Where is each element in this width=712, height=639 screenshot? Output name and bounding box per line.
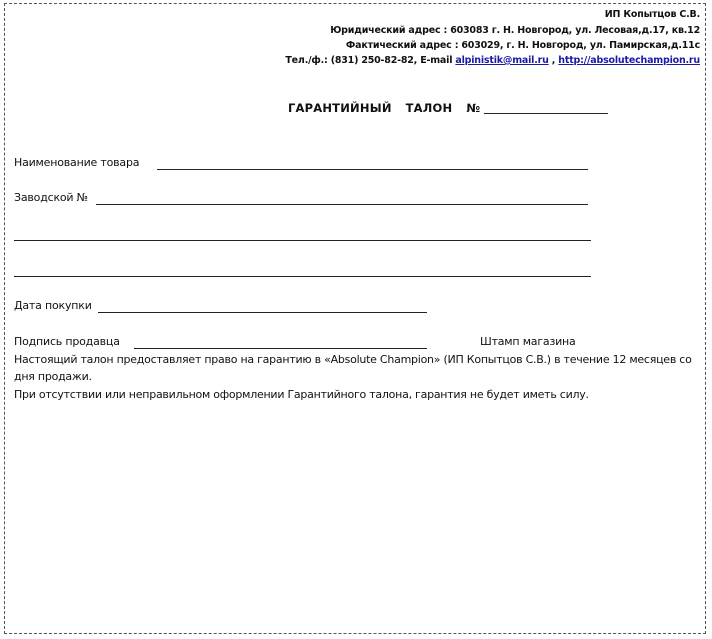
legal-address: Юридический адрес : 603083 г. Н. Новгород, ул. Лесовая,д.17, кв.12 [330,25,700,36]
product-name-label: Наименование товара [14,156,140,169]
purchase-date-label: Дата покупки [14,299,92,312]
email-link[interactable]: alpinistik@mail.ru [455,55,549,66]
website-link[interactable]: http://absolutechampion.ru [558,55,700,66]
purchase-date-field[interactable] [98,312,427,313]
shop-stamp-label: Штамп магазина [480,335,576,348]
warranty-invalid-text: При отсутствии или неправильном оформлении Гарантийного талона, гарантия не будет иметь силу. [14,388,589,401]
warranty-terms-text: Настоящий талон предоставляет право на гарантию в «Absolute Champion» (ИП Копытцов С.В.) в течение 12 месяцев со дня продажи. [14,353,692,383]
blank-line-1[interactable] [14,240,591,241]
blank-line-2[interactable] [14,276,591,277]
actual-address: Фактический адрес : 603029, г. Н. Новгород, ул. Памирская,д.11с [345,40,700,51]
serial-number-label: Заводской № [14,191,88,204]
title-number-sign: № [466,101,481,115]
contacts-line [285,55,700,66]
coupon-number-field[interactable] [484,103,608,114]
serial-number-field[interactable] [96,204,588,205]
seller-signature-label: Подпись продавца [14,335,120,348]
contacts-separator: , [548,55,559,66]
document-frame [4,3,706,634]
title-word-coupon: ТАЛОН [405,101,453,115]
seller-signature-field[interactable] [134,348,427,349]
title-word-warranty: ГАРАНТИЙНЫЙ [288,101,392,115]
phone-text: Тел./ф.: (831) 250-82-82, E-mail [285,55,456,66]
company-name: ИП Копытцов С.В. [604,9,700,20]
product-name-field[interactable] [157,169,588,170]
page-title [288,101,608,115]
